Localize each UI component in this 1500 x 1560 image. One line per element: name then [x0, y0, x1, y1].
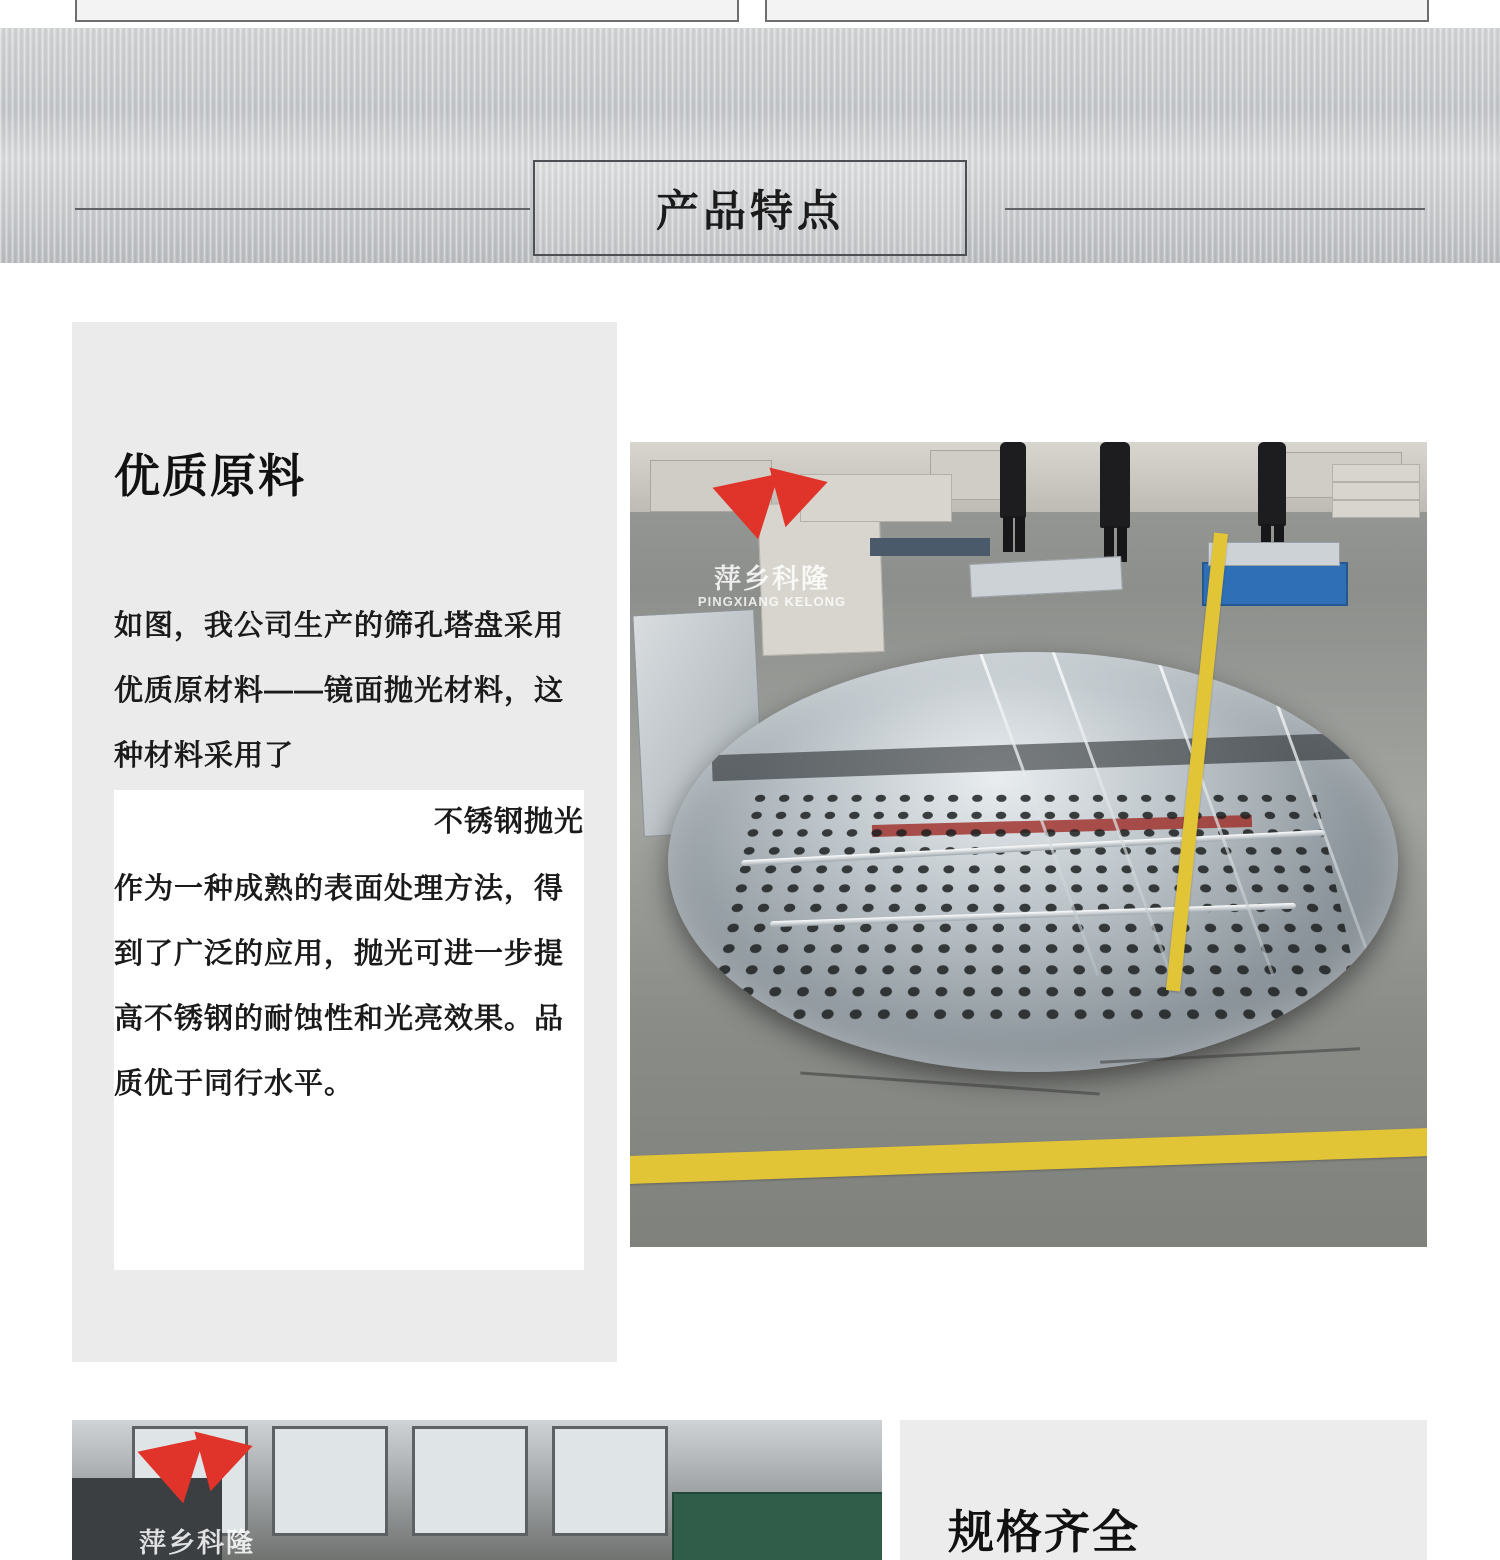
worker-silhouette	[1000, 442, 1026, 518]
brand-arrow-icon	[712, 474, 832, 560]
material-stack	[1332, 500, 1420, 518]
feature-paragraph-part-a: 如图，我公司生产的筛孔塔盘采用优质原材料——镜面抛光材料，这种材料采用了	[114, 610, 565, 772]
watermark-en-text: PINGXIANG KELONG	[697, 594, 847, 609]
watermark-cn-text: 萍乡科隆	[714, 564, 830, 594]
workshop-photo	[72, 1420, 882, 1560]
section-header-band	[0, 28, 1500, 263]
left-partial-box	[75, 0, 739, 22]
tray-shadow-band	[712, 733, 1355, 781]
worker-silhouette	[1258, 442, 1286, 526]
section-title-box	[533, 160, 967, 256]
band-divider-right	[1005, 208, 1425, 210]
band-divider-left	[75, 208, 530, 210]
feature-paragraph-part-c: 作为一种成熟的表面处理方法，得到了广泛的应用，抛光可进一步提高不锈钢的耐蚀性和光亮效果。品质优于同行水平。	[114, 873, 565, 1100]
material-stack	[1332, 464, 1420, 482]
workshop-window	[552, 1426, 668, 1536]
feature-heading-specifications: 规格齐全	[948, 1506, 1140, 1558]
material-stack	[1332, 482, 1420, 500]
workshop-window	[412, 1426, 528, 1536]
page-title: 产品特点	[656, 187, 844, 236]
feature-block-quality-material	[72, 322, 1427, 1362]
feature-paragraph-part-b: 不锈钢抛光	[433, 806, 584, 838]
photo-watermark	[672, 474, 872, 624]
watermark-cn-text: 萍乡科隆	[139, 1528, 255, 1558]
work-table	[870, 538, 990, 556]
product-photo	[630, 442, 1427, 1247]
brand-arrow-icon	[137, 1438, 257, 1524]
feature-block-specifications	[900, 1420, 1427, 1560]
workshop-photo-watermark	[102, 1438, 292, 1560]
right-partial-box	[765, 0, 1429, 22]
worker-silhouette	[1100, 442, 1130, 528]
feature-heading: 优质原料	[114, 450, 306, 502]
tray-perforation-pattern	[698, 790, 1368, 1030]
sieve-tray	[668, 652, 1398, 1072]
green-machine	[672, 1492, 882, 1560]
pallet-sheet	[1208, 542, 1340, 566]
top-partial-row	[0, 0, 1500, 22]
